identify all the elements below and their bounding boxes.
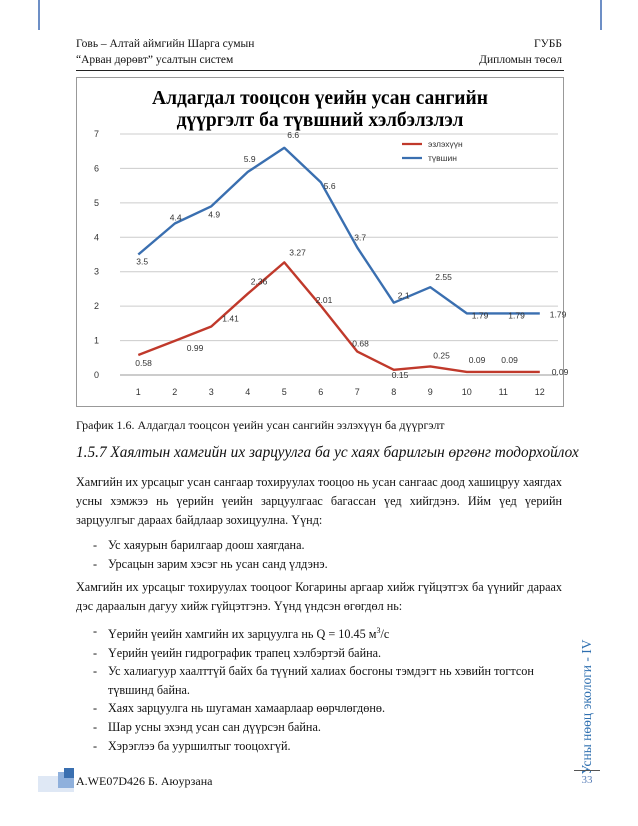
data-label-volume: 0.68 (352, 338, 369, 349)
data-label-level: 1.79 (549, 309, 567, 320)
data-label-volume: 3.27 (289, 247, 306, 258)
y-tick-label: 4 (94, 232, 100, 243)
y-tick-label: 3 (94, 266, 100, 277)
list-item: - Ус халиагуур хаалттүй байх ба түүний халиах босгоны тэмдэгт нь хэвийн тогтсон түвшинд байна. (76, 662, 562, 699)
list-2 (76, 622, 562, 755)
page-number-rule (574, 770, 600, 771)
x-tick-label: 7 (354, 387, 360, 397)
discharge-text: Үерийн үеийн хамгийн их зарцуулга нь Q = 10.45 м (108, 627, 377, 642)
data-label-level: 5.6 (323, 181, 336, 192)
legend-label-level: түвшин (428, 153, 457, 163)
list-item: - Үерийн үеийн гидрографик трапец хэлбэртэй байна. (76, 644, 562, 663)
list-1 (76, 536, 562, 573)
header-left-line1: Говь – Алтай аймгийн Шарга сумын (76, 38, 255, 50)
x-tick-label: 4 (245, 387, 251, 397)
data-label-volume: 2.36 (250, 276, 268, 287)
header-left-line2: “Арван дөрөвт” усалтын систем (76, 54, 234, 66)
y-tick-label: 5 (94, 197, 100, 208)
data-label-level: 3.7 (354, 232, 367, 243)
header-rule (76, 70, 564, 71)
x-tick-label: 3 (208, 387, 214, 397)
data-label-volume: 0.58 (135, 358, 152, 369)
y-tick-label: 0 (94, 370, 100, 380)
x-tick-label: 9 (427, 387, 433, 397)
list-item: - Хаях зарцуулга нь шугаман хамаарлаар өөрчлөгдөнө. (76, 699, 562, 718)
side-chapter-label (574, 639, 600, 775)
discharge-unit: /с (380, 627, 390, 642)
data-label-level: 4.9 (208, 209, 221, 220)
data-label-level: 4.4 (169, 212, 182, 223)
chart-title-line1: Алдагдал тооцсон үеийн усан сангийн (151, 88, 489, 109)
data-label-volume: 0.09 (551, 366, 569, 377)
page-frame-left (38, 0, 40, 30)
x-tick-label: 11 (498, 387, 508, 397)
data-label-volume: 2.01 (315, 294, 333, 305)
list-item: - Шар усны эхэнд усан сан дүүрсэн байна. (76, 718, 562, 737)
corner-decoration-icon (38, 768, 74, 792)
header-right-line2: Дипломын төсөл (479, 54, 562, 66)
list-item: - Ус хаяурын барилгаар доош хаягдана. (76, 536, 562, 555)
footer-author: A.WE07D426 Б. Аюурзана (76, 774, 213, 788)
x-tick-label: 6 (318, 387, 324, 397)
chart-title-line2: дүүргэлт ба түвшний хэлбэлзлэл (176, 110, 464, 131)
side-chapter-text: Усны нөөц экологи - IV (579, 639, 594, 775)
section-title: 1.5.7 Хаялтын хамгийн их зарцуулга ба ус хаях барилгын өргөнг тодорхойлох (76, 444, 579, 461)
y-tick-label: 7 (94, 129, 100, 139)
x-tick-label: 1 (135, 387, 141, 397)
figure-caption: График 1.6. Алдагдал тооцсон үеийн усан сангийн эзлэхүүн ба дүүргэлт (76, 418, 445, 432)
data-label-level: 5.9 (243, 153, 256, 164)
data-label-level: 1.79 (471, 310, 489, 321)
page-frame-right (600, 0, 602, 30)
data-label-level: 3.5 (136, 256, 149, 267)
data-label-volume: 0.25 (433, 350, 450, 361)
line-chart (76, 77, 569, 407)
list-item (76, 622, 562, 644)
x-tick-label: 12 (534, 387, 545, 397)
data-label-level: 2.55 (435, 272, 452, 283)
x-tick-label: 8 (391, 387, 397, 397)
data-label-level: 1.79 (508, 310, 525, 321)
data-label-volume: 0.99 (186, 342, 204, 353)
data-label-volume: 0.09 (501, 354, 518, 365)
paragraph-2: Хамгийн их урсацыг тохируулах тооцоог Когарины аргаар хийж гүйцэтгэх ба үүнийг дараах дэс дараалын дагуу хийж гүйцэтгэнэ. Үүнд үндсэн өгөгдөл нь: (76, 580, 562, 613)
x-tick-label: 2 (172, 387, 178, 397)
list-item: - Хэрэглээ ба ууршилтыг тооцохгүй. (76, 737, 562, 756)
paragraph-1: Хамгийн их урсацыг усан сангаар тохируулах тооцоо нь усан сангаас доод хашицруу хаягдах усны хэмжээ нь үерийн үеийн зарцуулгаас багассан үед хийгдэнэ. Ийм үед үерийн зарцуулгыг дараах байдлаар зохицуулна. Үүнд: (76, 475, 562, 527)
data-label-level: 2.1 (397, 290, 410, 301)
data-label-volume: 1.41 (222, 313, 239, 324)
y-tick-label: 1 (94, 335, 100, 346)
discharge-exponent: 3 (376, 626, 381, 635)
x-tick-label: 5 (281, 387, 287, 397)
x-tick-label: 10 (461, 387, 472, 397)
legend-label-volume: эзлэхүүн (428, 139, 463, 149)
data-label-volume: 0.15 (391, 369, 409, 380)
y-tick-label: 2 (94, 301, 100, 312)
y-tick-label: 6 (94, 163, 100, 174)
page-number: 33 (581, 774, 593, 786)
data-label-level: 6.6 (287, 129, 300, 140)
data-label-volume: 0.09 (468, 354, 486, 365)
header-right-line1: ГУББ (534, 38, 562, 50)
list-item: - Урсацын зарим хэсэг нь усан санд үлдэнэ. (76, 555, 562, 574)
